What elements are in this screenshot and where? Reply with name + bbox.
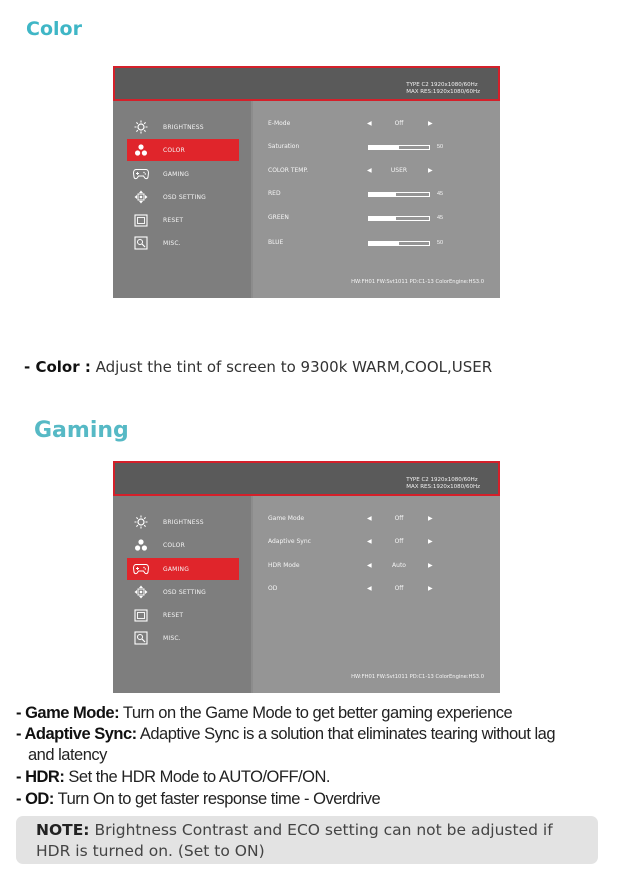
menu-label-reset: RESET [163,216,184,224]
osd-gaming-screenshot [113,461,500,693]
osd-header [113,461,500,496]
red-slider-fill [369,193,396,196]
saturation-slider-fill [369,146,399,149]
misc-icon [131,630,151,646]
arrow-left-icon[interactable]: ◀ [367,586,372,592]
setting-label-adaptive-sync: Adaptive Sync [268,538,311,545]
osd-menu [113,101,251,298]
menu-label-osd-setting: OSD SETTING [163,588,206,596]
firmware-info: HW:FH01 FW:Svt1011 PD:C1-13 ColorEngine:HS3.0 [351,279,484,285]
menu-item-gaming[interactable] [127,163,239,185]
osd-settings-panel [253,101,500,298]
osd-info [406,82,480,96]
palette-dots-icon [131,142,151,158]
setting-label-emode: E-Mode [268,120,291,127]
setting-label-od: OD [268,585,278,592]
menu-item-reset[interactable] [127,209,239,231]
menu-label-gaming: GAMING [163,170,190,178]
osd-max-res: MAX RES:1920x1080/60Hz [406,484,480,490]
note-line-1 [36,820,598,841]
game-mode-label: - Game Mode: [16,704,120,722]
menu-label-misc: MISC. [163,634,181,642]
color-desc-label: - Color : [24,358,91,376]
menu-label-reset: RESET [163,611,184,619]
setting-label-hdr-mode: HDR Mode [268,562,300,569]
setting-label-saturation: Saturation [268,143,300,150]
note-text: Brightness Contrast and ECO setting can not be adjusted if [89,821,553,839]
color-description [24,357,492,378]
menu-label-color: COLOR [163,541,185,549]
setting-label-colortemp: COLOR TEMP. [268,167,309,174]
color-section-title: Color [26,18,82,40]
green-slider[interactable] [368,216,430,221]
setting-label-gamemode: Game Mode [268,515,305,522]
menu-item-misc[interactable] [127,627,239,649]
adaptive-sync-label: - Adaptive Sync: [16,725,137,743]
menu-item-brightness[interactable] [127,511,239,533]
menu-item-osd-setting[interactable] [127,581,239,603]
setting-value-gamemode: Off [394,515,404,522]
move-arrows-icon [131,189,151,205]
firmware-info: HW:FH01 FW:Svt1011 PD:C1-13 ColorEngine:HS3.0 [351,674,484,680]
arrow-left-icon[interactable]: ◀ [367,539,372,545]
adaptive-sync-description-cont: and latency [28,746,107,764]
menu-item-reset[interactable] [127,604,239,626]
menu-item-misc[interactable] [127,232,239,254]
misc-icon [131,235,151,251]
saturation-slider[interactable] [368,145,430,150]
setting-value-colortemp: USER [390,167,408,174]
blue-slider-fill [369,242,399,245]
move-arrows-icon [131,584,151,600]
osd-type: TYPE C2 1920x1080/60Hz [406,82,478,88]
setting-label-blue: BLUE [268,239,284,246]
hdr-label: - HDR: [16,768,65,786]
gamepad-icon [131,166,151,182]
setting-value-green: 45 [437,215,444,221]
sun-icon [131,119,151,135]
note-label: NOTE: [36,821,90,839]
osd-color-screenshot [113,66,500,298]
od-label: - OD: [16,790,54,808]
setting-value-red: 45 [437,191,444,197]
game-mode-text: Turn on the Game Mode to get better gaming experience [119,704,513,722]
adaptive-sync-text: Adaptive Sync is a solution that eliminates tearing without lag [136,725,556,743]
osd-menu [113,496,251,693]
blue-slider[interactable] [368,241,430,246]
gamepad-icon [131,561,151,577]
setting-value-hdr-mode: Auto [392,562,406,569]
od-text: Turn On to get faster response time - Overdrive [53,790,381,808]
menu-label-color: COLOR [163,146,185,154]
menu-label-brightness: BRIGHTNESS [163,518,204,526]
arrow-right-icon[interactable]: ▶ [428,121,433,127]
game-mode-description [16,703,512,724]
osd-type: TYPE C2 1920x1080/60Hz [406,477,478,483]
menu-label-osd-setting: OSD SETTING [163,193,206,201]
setting-label-green: GREEN [268,214,289,221]
color-desc-text: Adjust the tint of screen to 9300k WARM,COOL,USER [90,358,493,376]
hdr-description [16,767,330,788]
sun-icon [131,514,151,530]
menu-item-brightness[interactable] [127,116,239,138]
arrow-left-icon[interactable]: ◀ [367,121,372,127]
arrow-right-icon[interactable]: ▶ [428,586,433,592]
hdr-text: Set the HDR Mode to AUTO/OFF/ON. [64,768,330,786]
osd-info [406,477,480,491]
setting-value-saturation: 50 [437,144,444,150]
arrow-left-icon[interactable]: ◀ [367,516,372,522]
arrow-left-icon[interactable]: ◀ [367,563,372,569]
reset-screen-icon [131,212,151,228]
reset-screen-icon [131,607,151,623]
menu-item-osd-setting[interactable] [127,186,239,208]
setting-value-blue: 50 [437,240,444,246]
menu-item-color[interactable] [127,534,239,556]
palette-dots-icon [131,537,151,553]
menu-label-brightness: BRIGHTNESS [163,123,204,131]
menu-label-misc: MISC. [163,239,181,247]
menu-item-gaming[interactable] [127,558,239,580]
osd-max-res: MAX RES:1920x1080/60Hz [406,89,480,95]
setting-label-red: RED [268,190,281,197]
osd-header [113,66,500,101]
arrow-right-icon[interactable]: ▶ [428,168,433,174]
menu-item-color[interactable] [127,139,239,161]
note-box [16,816,598,864]
arrow-right-icon[interactable]: ▶ [428,563,433,569]
arrow-right-icon[interactable]: ▶ [428,539,433,545]
red-slider[interactable] [368,192,430,197]
setting-value-emode: Off [394,120,404,127]
setting-value-od: Off [394,585,404,592]
green-slider-fill [369,217,396,220]
od-description [16,789,380,810]
adaptive-sync-description [16,724,555,745]
gaming-section-title: Gaming [34,418,129,443]
arrow-left-icon[interactable]: ◀ [367,168,372,174]
menu-label-gaming: GAMING [163,565,190,573]
osd-settings-panel [253,496,500,693]
setting-value-adaptive-sync: Off [394,538,404,545]
note-line-2: HDR is turned on. (Set to ON) [36,842,265,860]
arrow-right-icon[interactable]: ▶ [428,516,433,522]
